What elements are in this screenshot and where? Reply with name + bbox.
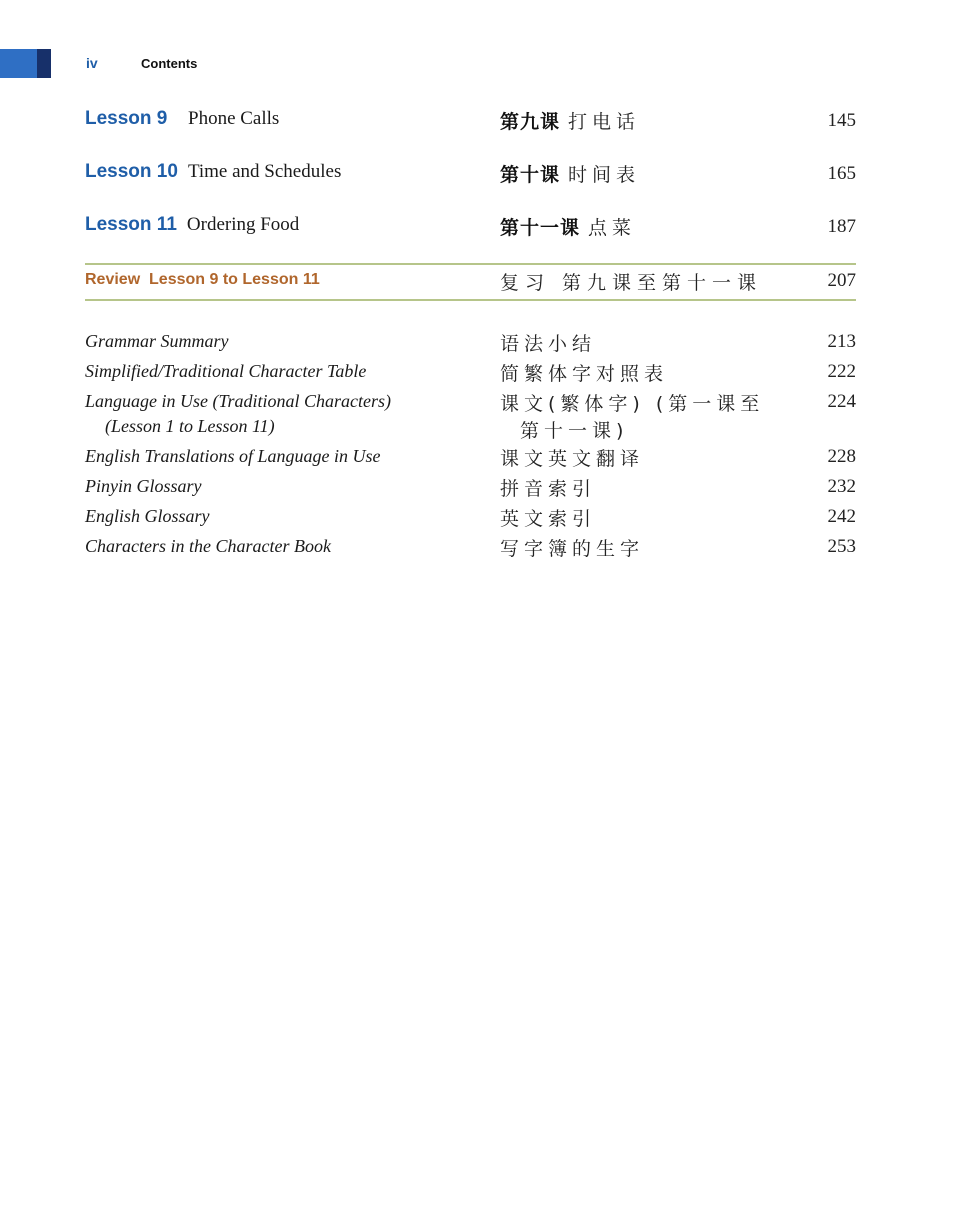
page-ref: 222 <box>827 361 856 382</box>
appendix-title: English Glossary <box>85 506 210 526</box>
page-ref: 145 <box>827 110 856 131</box>
page-ref: 232 <box>827 476 856 497</box>
appendix-zh: 语法小结 <box>500 333 597 355</box>
appendix-title: Simplified/Traditional Character Table <box>85 361 367 381</box>
appendix-zh: 写字簿的生字 <box>500 538 645 560</box>
review-label: Review Lesson 9 to Lesson 11 <box>85 271 320 288</box>
toc-entry-review[interactable] <box>85 263 856 301</box>
review-zh: 复习 第九课至第十一课 <box>500 272 763 294</box>
appendix-zh: 英文索引 <box>500 508 597 530</box>
appendix-zh: 拼音索引 <box>500 478 597 500</box>
lesson-zh-title: 点菜 <box>588 217 637 239</box>
lesson-zh-title: 打电话 <box>568 111 641 133</box>
lesson-zh-label: 第十课 <box>500 164 561 186</box>
appendix-title: English Translations of Language in Use <box>85 446 381 466</box>
appendix-title: Pinyin Glossary <box>85 476 202 496</box>
lesson-label: Lesson 10 <box>85 161 178 182</box>
running-head <box>86 55 197 71</box>
appendix-zh: 课文英文翻译 <box>500 448 645 470</box>
page-ref: 253 <box>827 536 856 557</box>
page-ref: 187 <box>827 216 856 237</box>
lesson-title: Phone Calls <box>188 108 280 129</box>
toc-entry-english-glossary[interactable] <box>85 506 856 536</box>
page-ref: 165 <box>827 163 856 184</box>
appendix-zh-line2: 第十一课) <box>520 420 629 442</box>
toc-entry-character-book[interactable] <box>85 536 856 566</box>
corner-color-bar <box>0 49 51 78</box>
section-title: Contents <box>141 56 198 71</box>
page-ref: 207 <box>827 270 856 291</box>
lesson-label: Lesson 9 <box>85 108 168 129</box>
toc-entry-lesson-10[interactable] <box>85 161 856 191</box>
appendix-title-line2: (Lesson 1 to Lesson 11) <box>105 416 275 436</box>
toc-entry-lesson-11[interactable] <box>85 214 856 244</box>
lesson-zh-title: 时间表 <box>568 164 641 186</box>
appendix-title: Characters in the Character Book <box>85 536 331 556</box>
page-ref: 224 <box>827 391 856 412</box>
lesson-title: Ordering Food <box>186 214 300 235</box>
page-ref: 242 <box>827 506 856 527</box>
page-number: iv <box>86 55 98 71</box>
toc-entry-grammar-summary[interactable] <box>85 331 856 361</box>
page-ref: 213 <box>827 331 856 352</box>
corner-bar-dark <box>37 49 51 78</box>
appendix-title: Grammar Summary <box>85 331 229 351</box>
lesson-title: Time and Schedules <box>187 161 342 182</box>
appendix-title: Language in Use (Traditional Characters) <box>85 391 392 411</box>
lesson-zh-label: 第九课 <box>500 111 561 133</box>
lesson-zh-label: 第十一课 <box>500 217 581 239</box>
corner-bar-light <box>0 49 37 78</box>
appendix-zh: 课文(繁体字) (第一课至 <box>500 393 765 415</box>
toc-entry-english-translations[interactable] <box>85 446 856 476</box>
lesson-label: Lesson 11 <box>85 214 177 235</box>
appendix-zh: 简繁体字对照表 <box>500 363 669 385</box>
toc-entry-lesson-9[interactable] <box>85 108 856 138</box>
page-ref: 228 <box>827 446 856 467</box>
toc-entry-language-in-use[interactable] <box>85 391 856 445</box>
toc-entry-pinyin-glossary[interactable] <box>85 476 856 506</box>
toc-entry-character-table[interactable] <box>85 361 856 391</box>
